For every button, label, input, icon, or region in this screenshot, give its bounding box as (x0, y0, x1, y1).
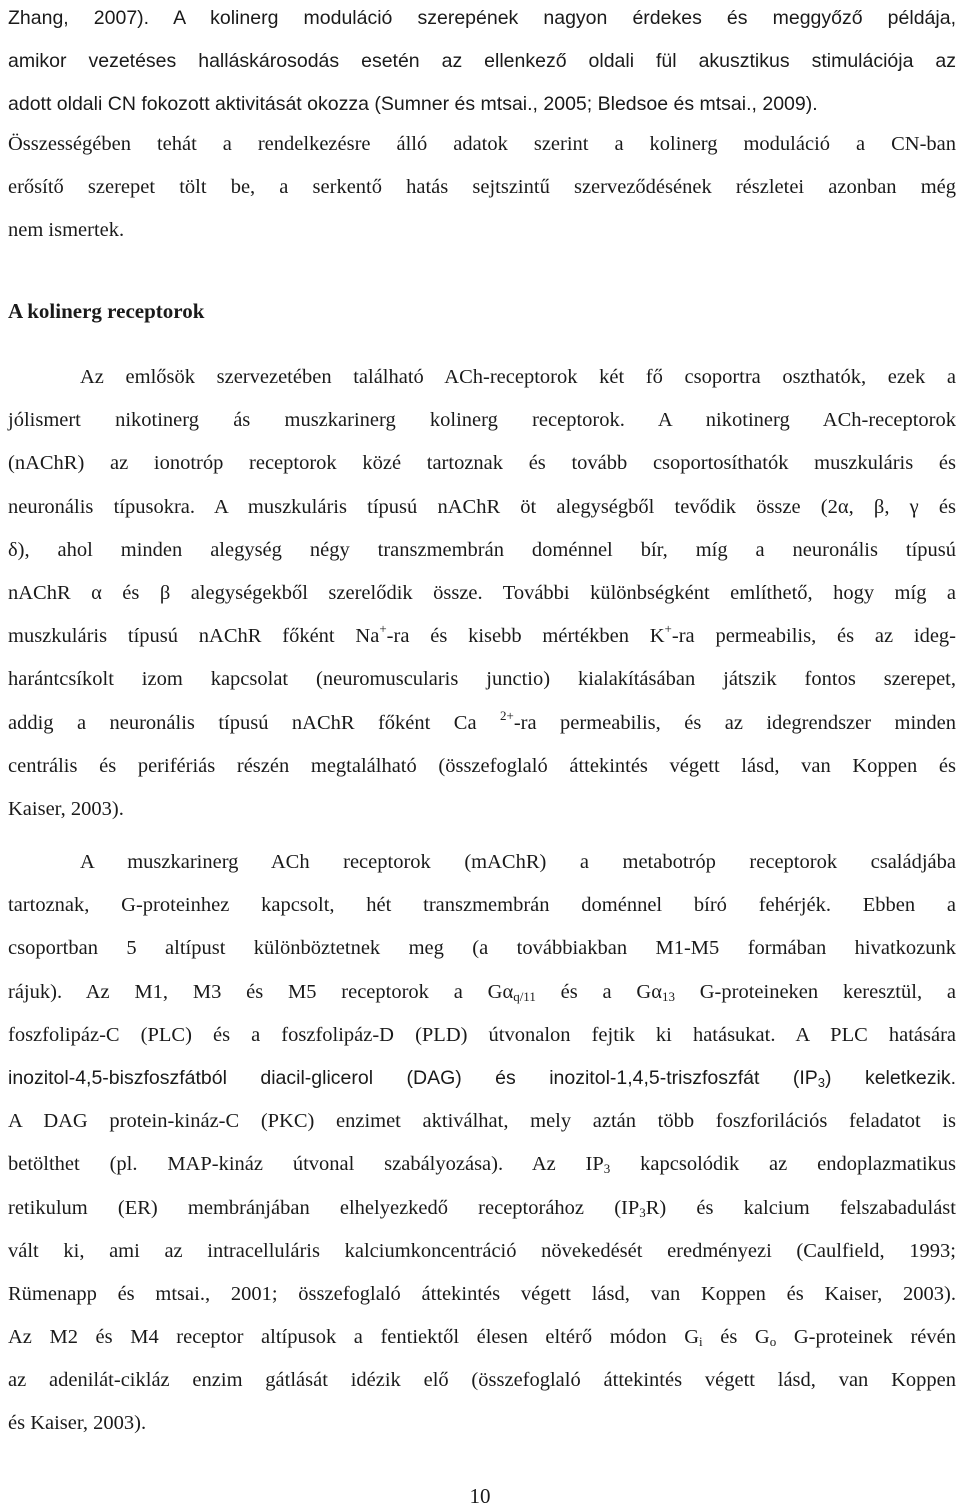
text-line: harántcsíkolt izom kapcsolat (neuromuscularis junctio) kialakításában játszik fontos szerepet, (8, 668, 956, 691)
text-line: nAChR α és β alegységekből szerelődik össze. További különbségként említhető, hogy míg a (8, 581, 956, 604)
text-line: csoportban 5 altípust különböztetnek meg (a továbbiakban M1-M5 formában hivatkozunk (8, 937, 956, 960)
text-line: Összességében tehát a rendelkezésre álló adatok szerint a kolinerg moduláció a CN-ban (8, 133, 956, 155)
paragraph-muscarinic (8, 841, 956, 1446)
text-line: Az emlősök szervezetében található ACh-receptorok két fő csoportra oszthatók, ezek a (80, 366, 956, 388)
text-line: A DAG protein-kináz-C (PKC) enzimet aktiválhat, mely aztán több foszforilációs feladatot is (8, 1110, 956, 1133)
superscript: 2+ (500, 707, 514, 723)
subscript: 3 (603, 1161, 611, 1177)
subscript: 3 (639, 1204, 646, 1220)
text-run: R) és kalcium felszabadulást (645, 1196, 956, 1219)
text-line: Zhang, 2007). A kolinerg moduláció szerepének nagyon érdekes és meggyőző példája, (8, 7, 956, 29)
text-line: erősítő szerepet tölt be, a serkentő hatás sejtszintű szerveződésének részletei azonban még (8, 176, 956, 199)
text-line: vált ki, ami az intracelluláris kalciumkoncentráció növekedését eredményezi (Caulfield, 1993; (8, 1239, 956, 1262)
text-run: muszkuláris típusú nAChR főként Na (8, 625, 380, 648)
text-line: amikor vezetéses halláskárosodás esetén az ellenkező oldali fül akusztikus stimulációja az (8, 50, 956, 73)
text-line (8, 1187, 956, 1230)
text-run: retikulum (ER) membránjában elhelyezkedő receptorához (IP (8, 1196, 640, 1219)
text-line (8, 1057, 956, 1100)
text-line: A muszkarinerg ACh receptorok (mAChR) a metabotróp receptorok családjába (80, 851, 956, 873)
text-run: rájuk). Az M1, M3 és M5 receptorok a Gα (8, 980, 514, 1003)
page-number: 10 (469, 1484, 491, 1508)
text-line (8, 1143, 956, 1186)
section-heading: A kolinerg receptorok (8, 299, 205, 323)
text-run: betölthet (pl. MAP-kináz útvonal szabályozása). Az IP (8, 1153, 604, 1176)
text-run: ) keletkezik. (825, 1066, 956, 1089)
text-run: -ra permeabilis, és az ideg- (671, 625, 956, 648)
subscript: i (699, 1334, 703, 1350)
text-line: jólismert nikotinerg ás muszkarinerg kolinerg receptorok. A nikotinerg ACh-receptorok (8, 409, 956, 432)
paragraph-nicotinic (8, 356, 956, 831)
text-line: foszfolipáz-C (PLC) és a foszfolipáz-D (PLD) útvonalon fejtik ki hatásukat. A PLC hatására (8, 1023, 956, 1046)
text-run: -ra permeabilis, és az idegrendszer minden (513, 711, 957, 734)
continuation-paragraph (8, 0, 956, 127)
text-run: G-proteineken keresztül, a (674, 980, 956, 1003)
text-line: centrális és perifériás részén megtalálható (összefoglaló áttekintés végett lásd, van Koppen és (8, 754, 956, 777)
text-line (8, 615, 956, 658)
text-run: és a Gα (535, 980, 662, 1003)
text-line: tartoznak, G-proteinhez kapcsolt, hét transzmembrán doménnel bíró fehérjék. Ebben a (8, 894, 956, 917)
text-line: az adenilát-cikláz enzim gátlását idézik elő (összefoglaló áttekintés végett lásd, van Koppen (8, 1369, 956, 1392)
subscript: q/11 (513, 988, 536, 1004)
subscript: 3 (817, 1074, 826, 1090)
text-line: neuronális típusokra. A muszkuláris típusú nAChR öt alegységből tevődik össze (2α, β, γ és (8, 495, 956, 518)
subscript: o (769, 1334, 777, 1350)
superscript: + (379, 621, 387, 637)
text-line: Kaiser, 2003). (8, 797, 124, 820)
text-line (8, 702, 956, 745)
text-line (8, 971, 956, 1014)
subscript: 13 (661, 988, 675, 1004)
text-run: addig a neuronális típusú nAChR főként Ca (8, 711, 477, 734)
text-line: (nAChR) az ionotróp receptorok közé tartoznak és tovább csoportosíthatók muszkuláris és (8, 452, 956, 475)
text-run: és G (702, 1326, 770, 1349)
text-line: δ), ahol minden alegység négy transzmembrán doménnel bír, míg a neuronális típusú (8, 538, 956, 561)
text-line: Rümenapp és mtsai., 2001; összefoglaló áttekintés végett lásd, van Koppen és Kaiser, 2003). (8, 1282, 956, 1305)
text-line: adott oldali CN fokozott aktivitását okozza (Sumner és mtsai., 2005; Bledsoe és mtsai., 2009). (8, 93, 818, 116)
text-run: kapcsolódik az endoplazmatikus (610, 1153, 957, 1176)
superscript: + (664, 621, 672, 637)
text-run: G-proteinek révén (776, 1326, 956, 1349)
text-run: Az M2 és M4 receptor altípusok a fentiektől élesen eltérő módon G (8, 1326, 700, 1349)
text-line: nem ismertek. (8, 219, 125, 242)
text-line (8, 1316, 956, 1359)
text-run: inozitol-4,5-biszfoszfátból diacil-glicerol (DAG) és inozitol-1,4,5-triszfoszfát (IP (8, 1066, 818, 1089)
text-run: -ra és kisebb mértékben K (386, 625, 665, 648)
text-line: és Kaiser, 2003). (8, 1412, 147, 1435)
continuation-paragraph-end (8, 123, 956, 253)
